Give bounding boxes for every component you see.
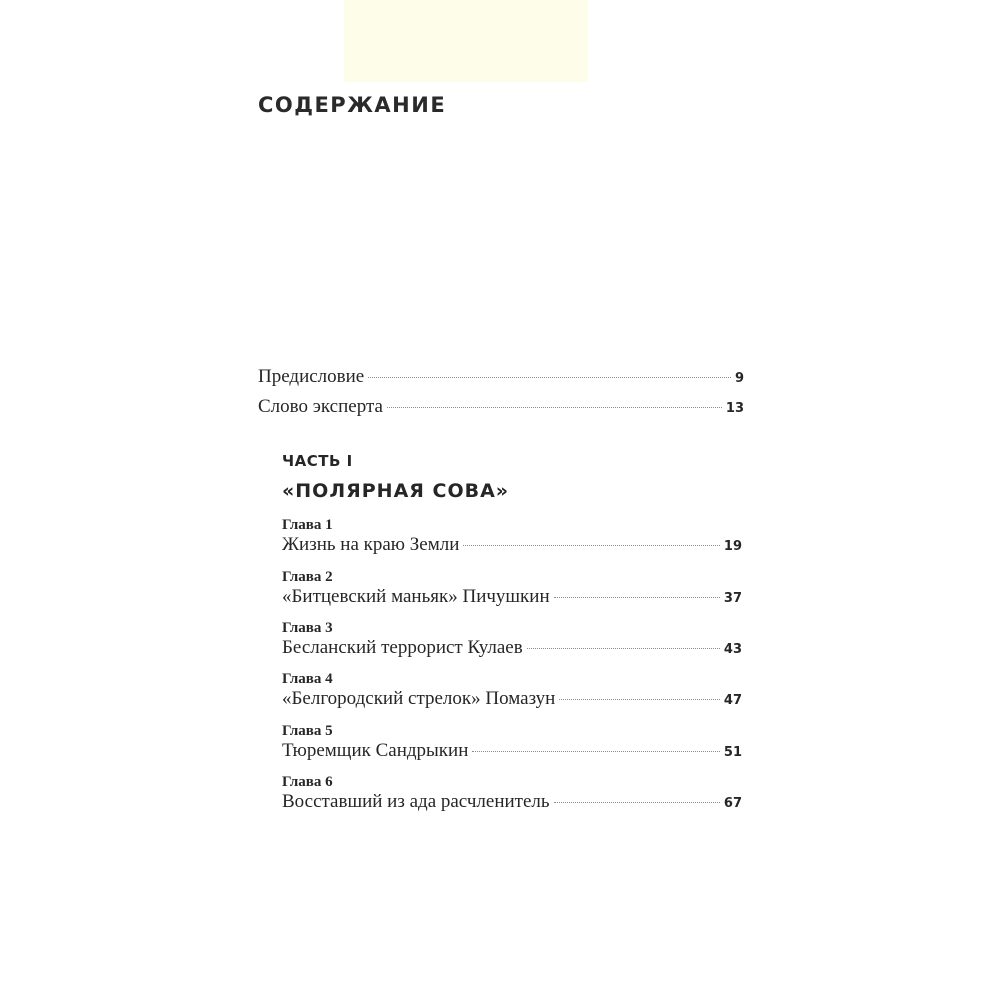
dot-leader [472, 751, 720, 752]
chapter-title: Жизнь на краю Земли [282, 534, 460, 555]
chapter-number: Глава 4 [282, 671, 333, 687]
chapter-number: Глава 2 [282, 569, 333, 585]
chapter-title: Восставший из ада расчленитель [282, 791, 550, 812]
dot-leader [554, 802, 720, 803]
toc-entry-title: Предисловие [258, 366, 365, 387]
dot-leader [527, 648, 720, 649]
toc-page-number: 43 [723, 642, 742, 657]
toc-page-number: 51 [723, 745, 742, 760]
part-number: ЧАСТЬ I [282, 452, 353, 470]
toc-page-number: 37 [723, 591, 742, 606]
dot-leader [387, 407, 722, 408]
part-heading [282, 452, 509, 502]
dot-leader [559, 699, 720, 700]
chapter-number: Глава 3 [282, 620, 333, 636]
dot-leader [463, 545, 720, 546]
toc-entry-chapter-3[interactable] [282, 637, 742, 659]
chapter-title: «Битцевский маньяк» Пичушкин [282, 586, 550, 607]
toc-entry-expert-word[interactable] [258, 396, 744, 418]
toc-page-number: 13 [725, 401, 744, 416]
chapter-number: Глава 5 [282, 723, 333, 739]
dot-leader [554, 597, 720, 598]
toc-entry-chapter-4[interactable] [282, 688, 742, 710]
toc-entry-title: Слово эксперта [258, 396, 383, 417]
part-title: «ПОЛЯРНАЯ СОВА» [282, 480, 510, 502]
toc-entry-preface[interactable] [258, 366, 744, 388]
toc-page-number: 67 [723, 796, 742, 811]
toc-page-number: 47 [723, 693, 742, 708]
chapter-number: Глава 6 [282, 774, 333, 790]
toc-entry-chapter-1[interactable] [282, 534, 742, 556]
chapter-number: Глава 1 [282, 517, 333, 533]
chapter-title: Тюремщик Сандрыкин [282, 740, 469, 761]
toc-entry-chapter-2[interactable] [282, 586, 742, 608]
toc-entry-chapter-5[interactable] [282, 740, 742, 762]
toc-heading: СОДЕРЖАНИЕ [258, 93, 447, 117]
toc-page-number: 9 [734, 371, 744, 386]
dot-leader [368, 377, 731, 378]
chapter-title: Бесланский террорист Кулаев [282, 637, 523, 658]
toc-page-number: 19 [723, 539, 742, 554]
chapter-title: «Белгородский стрелок» Помазун [282, 688, 556, 709]
tinted-corner-block [344, 0, 588, 82]
toc-entry-chapter-6[interactable] [282, 791, 742, 813]
